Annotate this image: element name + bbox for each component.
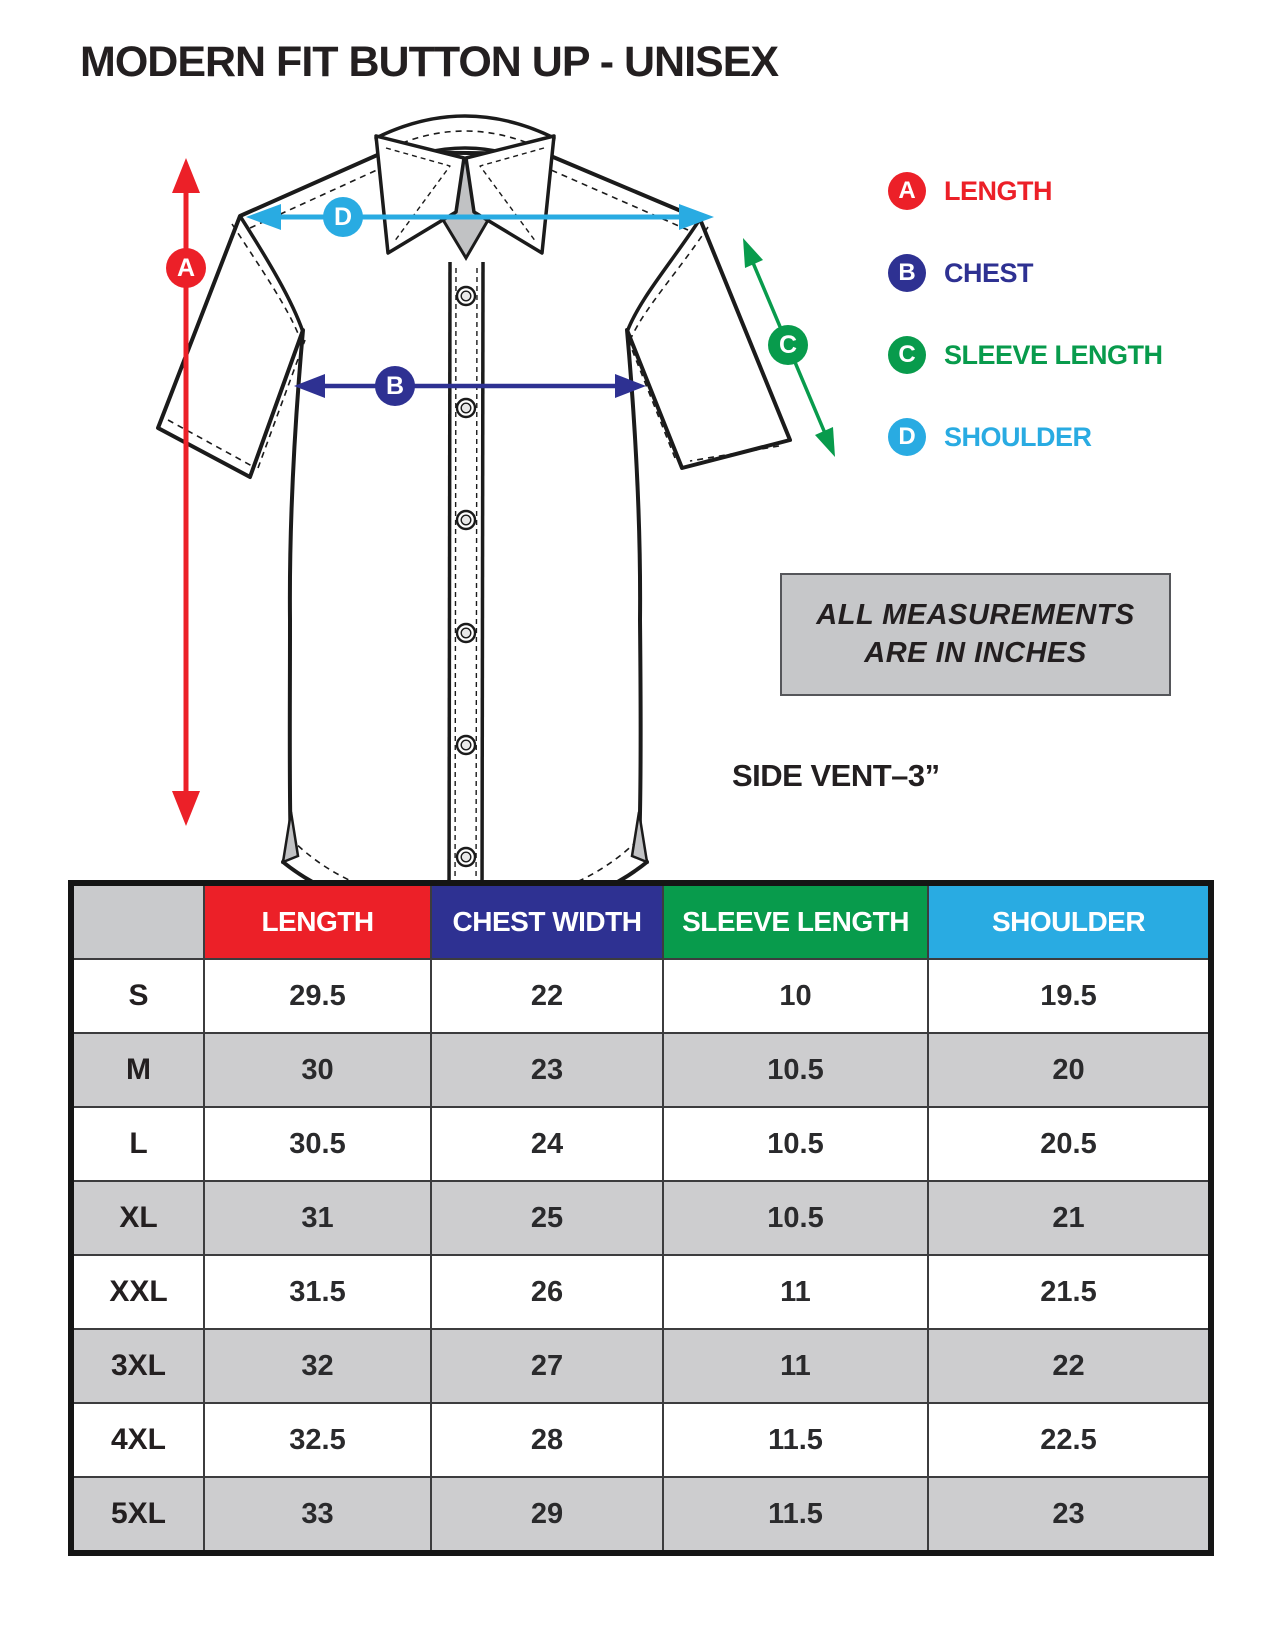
size-label: L: [71, 1107, 204, 1181]
cell-length: 31: [204, 1181, 431, 1255]
cell-chest: 25: [431, 1181, 663, 1255]
size-label: XL: [71, 1181, 204, 1255]
cell-shoulder: 23: [928, 1477, 1211, 1553]
header-sleeve-length: SLEEVE LENGTH: [663, 883, 928, 959]
cell-sleeve: 10: [663, 959, 928, 1033]
cell-sleeve: 10.5: [663, 1033, 928, 1107]
cell-shoulder: 21.5: [928, 1255, 1211, 1329]
table-row: [71, 1329, 1211, 1403]
legend-dot-c-icon: C: [888, 336, 926, 374]
cell-chest: 27: [431, 1329, 663, 1403]
legend-label-sleeve-length: SLEEVE LENGTH: [944, 339, 1163, 370]
cell-length: 30.5: [204, 1107, 431, 1181]
measurements-note-box: [780, 573, 1171, 696]
cell-chest: 22: [431, 959, 663, 1033]
table-row: [71, 1477, 1211, 1553]
size-label: 4XL: [71, 1403, 204, 1477]
cell-sleeve: 11.5: [663, 1477, 928, 1553]
table-row: [71, 1403, 1211, 1477]
cell-sleeve: 10.5: [663, 1107, 928, 1181]
header-length: LENGTH: [204, 883, 431, 959]
legend-item-chest: [888, 254, 1163, 292]
cell-chest: 28: [431, 1403, 663, 1477]
cell-length: 31.5: [204, 1255, 431, 1329]
cell-shoulder: 20: [928, 1033, 1211, 1107]
cell-shoulder: 21: [928, 1181, 1211, 1255]
cell-shoulder: 22.5: [928, 1403, 1211, 1477]
marker-badge-sleeve: C: [768, 325, 808, 365]
legend-dot-a-icon: A: [888, 172, 926, 210]
cell-length: 32.5: [204, 1403, 431, 1477]
legend-dot-d-icon: D: [888, 418, 926, 456]
page-title: MODERN FIT BUTTON UP - UNISEX: [80, 38, 779, 86]
side-vent-note: SIDE VENT–3”: [732, 758, 940, 793]
legend-label-chest: CHEST: [944, 257, 1034, 288]
cell-chest: 29: [431, 1477, 663, 1553]
legend-item-shoulder: [888, 418, 1163, 456]
legend-label-shoulder: SHOULDER: [944, 421, 1092, 452]
cell-shoulder: 22: [928, 1329, 1211, 1403]
size-chart-table: [68, 880, 1214, 1556]
size-label: M: [71, 1033, 204, 1107]
cell-length: 32: [204, 1329, 431, 1403]
header-shoulder: SHOULDER: [928, 883, 1211, 959]
cell-chest: 26: [431, 1255, 663, 1329]
cell-length: 30: [204, 1033, 431, 1107]
cell-chest: 23: [431, 1033, 663, 1107]
cell-shoulder: 20.5: [928, 1107, 1211, 1181]
header-empty: [71, 883, 204, 959]
size-label: XXL: [71, 1255, 204, 1329]
cell-sleeve: 11: [663, 1329, 928, 1403]
table-row: [71, 1255, 1211, 1329]
size-label: 3XL: [71, 1329, 204, 1403]
measurement-legend: [888, 172, 1163, 456]
note-line-1: ALL MEASUREMENTS: [816, 598, 1135, 631]
legend-item-length: [888, 172, 1163, 210]
legend-label-length: LENGTH: [944, 175, 1052, 206]
table-row: [71, 1033, 1211, 1107]
legend-dot-b-icon: B: [888, 254, 926, 292]
header-chest-width: CHEST WIDTH: [431, 883, 663, 959]
cell-sleeve: 11.5: [663, 1403, 928, 1477]
size-label: 5XL: [71, 1477, 204, 1553]
cell-length: 29.5: [204, 959, 431, 1033]
marker-badge-length: A: [166, 248, 206, 288]
cell-chest: 24: [431, 1107, 663, 1181]
cell-sleeve: 11: [663, 1255, 928, 1329]
table-header-row: [71, 883, 1211, 959]
note-line-2: ARE IN INCHES: [864, 636, 1087, 669]
marker-badge-chest: B: [375, 366, 415, 406]
table-row: [71, 1181, 1211, 1255]
cell-shoulder: 19.5: [928, 959, 1211, 1033]
table-row: [71, 1107, 1211, 1181]
size-label: S: [71, 959, 204, 1033]
table-row: [71, 959, 1211, 1033]
legend-item-sleeve-length: [888, 336, 1163, 374]
cell-length: 33: [204, 1477, 431, 1553]
cell-sleeve: 10.5: [663, 1181, 928, 1255]
marker-badge-shoulder: D: [323, 197, 363, 237]
